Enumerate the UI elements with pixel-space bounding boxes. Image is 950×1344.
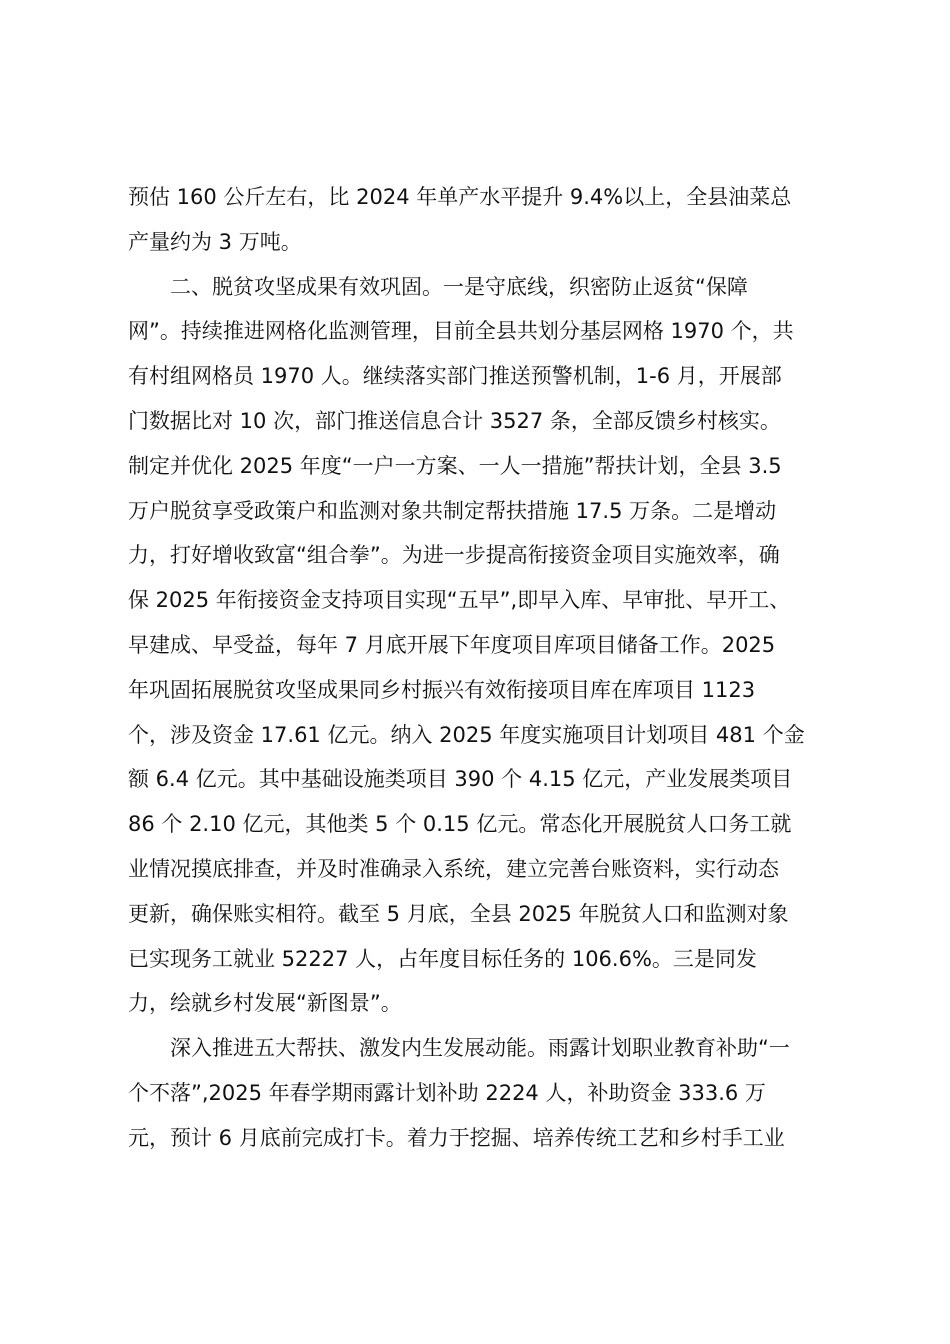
text-line: 万户脱贫享受政策户和监测对象共制定帮扶措施 17.5 万条。二是增动 bbox=[128, 498, 777, 523]
text-line: 业情况摸底排查，并及时准确录入系统，建立完善台账资料，实行动态 bbox=[128, 856, 779, 881]
text-line: 早建成、早受益，每年 7 月底开展下年度项目库项目储备工作。2025 bbox=[128, 632, 776, 657]
text-line: 额 6.4 亿元。其中基础设施类项目 390 个 4.15 亿元，产业发展类项目 bbox=[128, 767, 793, 792]
text-line: 已实现务工就业 52227 人，占年度目标任务的 106.6%。三是同发 bbox=[128, 946, 757, 971]
text-line: 个，涉及资金 17.61 亿元。纳入 2025 年度实施项目计划项目 481 个金 bbox=[128, 722, 805, 747]
text-line: 产量约为 3 万吨。 bbox=[128, 229, 302, 254]
text-line: 制定并优化 2025 年度“一户一方案、一人一措施”帮扶计划，全县 3.5 bbox=[128, 453, 782, 478]
paragraph-start-line: 深入推进五大帮扶、激发内生发展动能。雨露计划职业教育补助“一 bbox=[170, 1036, 790, 1061]
text-line: 86 个 2.10 亿元，其他类 5 个 0.15 亿元。常态化开展脱贫人口务工就 bbox=[128, 812, 792, 837]
paragraph-start-line: 二、脱贫攻坚成果有效巩固。一是守底线，织密防止返贫“保障 bbox=[170, 274, 748, 299]
text-line: 网”。持续推进网格化监测管理，目前全县共划分基层网格 1970 个，共 bbox=[128, 319, 794, 344]
text-line: 更新，确保账实相符。截至 5 月底，全县 2025 年脱贫人口和监测对象 bbox=[128, 901, 789, 926]
text-line: 元，预计 6 月底前完成打卡。着力于挖掘、培养传统工艺和乡村手工业 bbox=[128, 1125, 785, 1150]
text-line: 年巩固拓展脱贫攻坚成果同乡村振兴有效衔接项目库在库项目 1123 bbox=[128, 677, 756, 702]
text-line: 保 2025 年衔接资金支持项目实现“五早”,即早入库、早审批、早开工、 bbox=[128, 588, 791, 613]
body-text bbox=[128, 175, 838, 1161]
text-line: 预估 160 公斤左右，比 2024 年单产水平提升 9.4%以上，全县油菜总 bbox=[128, 185, 792, 209]
text-line: 力，绘就乡村发展“新图景”。 bbox=[128, 991, 402, 1016]
text-line: 力，打好增收致富“组合拳”。为进一步提高衔接资金项目实施效率，确 bbox=[128, 543, 780, 568]
text-line: 门数据比对 10 次，部门推送信息合计 3527 条，全部反馈乡村核实。 bbox=[128, 408, 781, 433]
text-line: 个不落”,2025 年春学期雨露计划补助 2224 人，补助资金 333.6 万 bbox=[128, 1080, 766, 1105]
text-line: 有村组网格员 1970 人。继续落实部门推送预警机制，1-6 月，开展部 bbox=[128, 364, 782, 389]
